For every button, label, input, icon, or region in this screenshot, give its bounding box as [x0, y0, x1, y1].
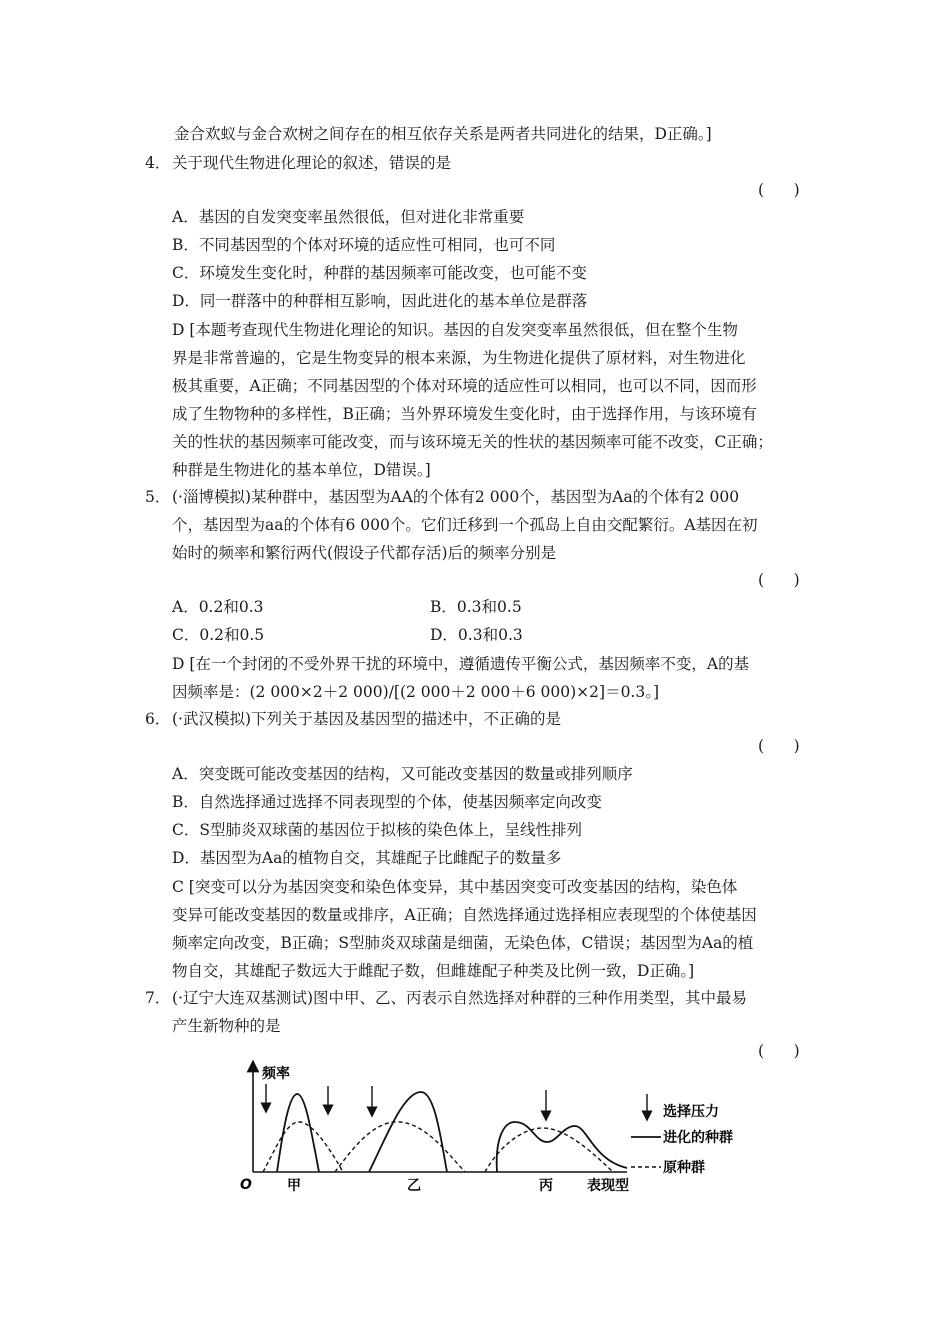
question-6-answer-line: 变异可能改变基因的数量或排序，A正确；自然选择通过选择相应表现型的个体使基因 [172, 906, 757, 924]
question-4-option-d: D．同一群落中的种群相互影响，因此进化的基本单位是群落 [172, 292, 588, 310]
selection-type-figure [235, 1060, 755, 1205]
question-7-stem: (·辽宁大连双基测试)图中甲、乙、丙表示自然选择对种群的三种作用类型，其中最易 [172, 989, 748, 1007]
question-6-option-a: A．突变既可能改变基因的结构，又可能改变基因的数量或排列顺序 [172, 765, 633, 783]
question-4-number: 4． [145, 154, 171, 172]
question-5-option-b: B．0.3和0.5 [430, 598, 522, 616]
question-5-stem: 个，基因型为aa的个体有6 000个。它们迁移到一个孤岛上自由交配繁衍。A基因在初 [172, 516, 758, 534]
question-5-option-c: C．0.2和0.5 [172, 626, 265, 644]
question-4-stem: 关于现代生物进化理论的叙述，错误的是 [172, 154, 452, 172]
previous-answer-continuation: 金合欢蚁与金合欢树之间存在的相互依存关系是两者共同进化的结果，D正确。] [174, 125, 712, 143]
evolved-population-curve [277, 1094, 319, 1172]
question-4-answer-line: 界是非常普遍的，它是生物变异的根本来源，为生物进化提供了原材料，对生物进化 [172, 349, 746, 367]
question-5-answer-line: 因频率是：(2 000×2＋2 000)/[(2 000＋2 000＋6 000)×2]＝0.3。] [172, 683, 660, 701]
question-4-option-b: B．不同基因型的个体对环境的适应性可相同，也可不同 [172, 236, 556, 254]
question-5-answer-line: D [在一个封闭的不受外界干扰的环境中，遵循遗传平衡公式，基因频率不变，A的基 [172, 655, 750, 673]
legend-evolved-population: 进化的种群 [663, 1130, 733, 1146]
question-6-option-b: B．自然选择通过选择不同表现型的个体，使基因频率定向改变 [172, 793, 602, 811]
question-5-option-d: D．0.3和0.3 [430, 626, 523, 644]
evolved-population-curve [497, 1122, 627, 1172]
question-6-option-d: D．基因型为Aa的植物自交，其雄配子比雌配子的数量多 [172, 849, 562, 867]
answer-blank: ( ) [758, 1042, 800, 1060]
question-5-stem: (·淄博模拟)某种群中，基因型为AA的个体有2 000个，基因型为Aa的个体有2 000 [172, 488, 740, 506]
question-7-number: 7． [145, 989, 171, 1007]
y-axis-label: 频率 [262, 1066, 290, 1082]
panel-label-bing: 丙 [539, 1178, 553, 1194]
panel-label-yi: 乙 [407, 1178, 421, 1194]
original-population-curve [485, 1128, 613, 1172]
evolved-population-curve [369, 1092, 447, 1172]
question-6-answer-line: 频率定向改变，B正确；S型肺炎双球菌是细菌，无染色体，C错误；基因型为Aa的植 [172, 934, 754, 952]
question-4-answer-line: 关的性状的基因频率可能改变，而与该环境无关的性状的基因频率可能不改变，C正确； [172, 433, 773, 451]
answer-blank: ( ) [758, 571, 800, 589]
question-5-option-a: A．0.2和0.3 [172, 598, 264, 616]
origin-label: O [240, 1177, 252, 1193]
question-6-option-c: C．S型肺炎双球菌的基因位于拟核的染色体上，呈线性排列 [172, 821, 582, 839]
legend-selection-pressure: 选择压力 [663, 1104, 719, 1120]
x-axis-label: 表现型 [587, 1178, 629, 1194]
panel-label-jia: 甲 [287, 1178, 301, 1194]
question-5-stem: 始时的频率和繁衍两代(假设子代都存活)后的频率分别是 [172, 544, 557, 562]
question-4-option-a: A．基因的自发突变率虽然很低，但对进化非常重要 [172, 208, 525, 226]
question-6-answer-line: C [突变可以分为基因突变和染色体变异，其中基因突变可改变基因的结构，染色体 [172, 878, 738, 896]
legend-original-population: 原种群 [663, 1160, 705, 1176]
question-5-number: 5． [145, 488, 171, 506]
question-4-answer-line: 成了生物物种的多样性，B正确；当外界环境发生变化时，由于选择作用，与该环境有 [172, 405, 757, 423]
question-6-stem: (·武汉模拟)下列关于基因及基因型的描述中，不正确的是 [172, 710, 562, 728]
question-6-answer-line: 物自交，其雄配子数远大于雌配子数，但雌雄配子种类及比例一致，D正确。] [172, 962, 695, 980]
question-6-number: 6． [145, 710, 171, 728]
question-4-option-c: C．环境发生变化时，种群的基因频率可能改变，也可能不变 [172, 264, 587, 282]
question-4-answer-line: D [本题考查现代生物进化理论的知识。基因的自发突变率虽然很低，但在整个生物 [172, 321, 738, 339]
question-4-answer-line: 种群是生物进化的基本单位，D错误。] [172, 461, 431, 479]
answer-blank: ( ) [758, 737, 800, 755]
question-7-stem: 产生新物种的是 [172, 1017, 281, 1035]
question-4-answer-line: 极其重要，A正确；不同基因型的个体对环境的适应性可以相同，也可以不同，因而形 [172, 377, 757, 395]
answer-blank: ( ) [758, 181, 800, 199]
original-population-curve [263, 1122, 343, 1172]
